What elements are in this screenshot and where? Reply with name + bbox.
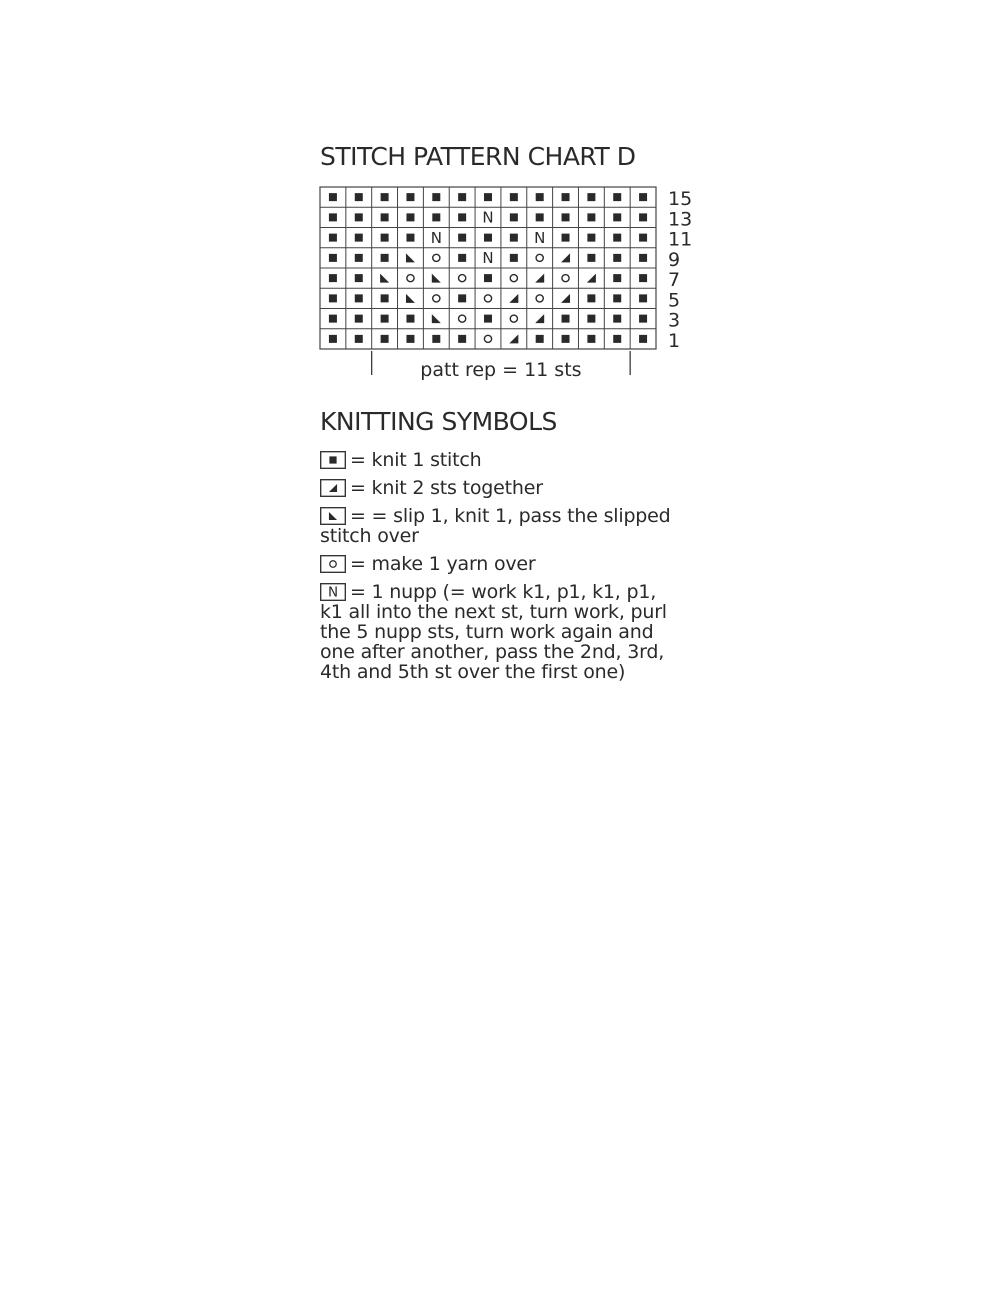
knit-stitch (355, 193, 363, 201)
skp-stitch (432, 274, 441, 283)
knit-stitch (329, 335, 337, 343)
svg-text:N: N (430, 228, 442, 247)
knit-stitch (562, 315, 570, 323)
knit-stitch (329, 213, 337, 221)
knit-stitch (484, 234, 492, 242)
knit-stitch (329, 254, 337, 262)
knit-stitch (639, 274, 647, 282)
yarn-over-stitch (459, 275, 466, 282)
knit-stitch (536, 335, 544, 343)
k2tog-stitch (535, 314, 544, 323)
yarn-over-stitch (407, 275, 414, 282)
yarn-over-stitch (433, 254, 440, 261)
knit-stitch (406, 315, 414, 323)
knit-stitch (613, 274, 621, 282)
row-number-label: 5 (667, 289, 681, 312)
nupp-stitch (431, 229, 442, 247)
knit-stitch (639, 213, 647, 221)
knit-stitch (406, 234, 414, 242)
pattern-repeat-bracket (372, 351, 630, 381)
row-number-label: 1 (667, 329, 681, 352)
nupp-stitch (534, 229, 545, 247)
chart-title: STITCH PATTERN CHART D (320, 142, 636, 171)
knit-stitch (613, 213, 621, 221)
knit-stitch (432, 335, 440, 343)
legend-text-k2tog: = knit 2 sts together (350, 477, 543, 499)
knit-stitch (329, 294, 337, 302)
legend (320, 450, 680, 690)
chart-row-5 (329, 294, 647, 303)
legend-item-skp (320, 506, 680, 546)
legend-text-knit: = knit 1 stitch (350, 449, 482, 471)
legend-item-knit (320, 450, 680, 470)
knit-stitch (639, 294, 647, 302)
knit-stitch (381, 193, 389, 201)
knit-stitch (432, 193, 440, 201)
knit-stitch (587, 213, 595, 221)
chart-row-1 (329, 334, 647, 343)
row-number-label: 15 (667, 188, 693, 211)
yarn-over-stitch (510, 315, 517, 322)
legend-text-yarn-over: = make 1 yarn over (350, 553, 536, 575)
knit-stitch (587, 294, 595, 302)
knit-stitch (613, 294, 621, 302)
knit-stitch (536, 213, 544, 221)
knit-stitch (639, 234, 647, 242)
knit-stitch (381, 213, 389, 221)
knit-stitch (381, 234, 389, 242)
yarn-over-stitch (536, 295, 543, 302)
knit-stitch (562, 234, 570, 242)
nupp-stitch (482, 209, 493, 227)
k2tog-symbol-icon (320, 479, 346, 497)
knit-stitch (381, 294, 389, 302)
knit-stitch (381, 254, 389, 262)
knit-stitch (510, 213, 518, 221)
knit-stitch (355, 335, 363, 343)
knit-stitch (381, 335, 389, 343)
legend-text-nupp: = 1 nupp (= work k1, p1, k1, p1, k1 all into the next st, turn work, purl the 5 nupp sts, turn work again and one after another, pass the 2nd, 3rd, 4th and 5th st over the first one) (320, 581, 667, 683)
knit-stitch (587, 234, 595, 242)
row-number-label: 13 (667, 208, 693, 231)
yarn-over-stitch (484, 335, 491, 342)
svg-text:N: N (534, 228, 546, 247)
knit-stitch (406, 335, 414, 343)
svg-text:N: N (482, 249, 494, 268)
knit-stitch (458, 213, 466, 221)
yarn-over-stitch (484, 295, 491, 302)
knit-stitch (613, 234, 621, 242)
knit-stitch (432, 213, 440, 221)
knit-stitch (355, 213, 363, 221)
knit-stitch (510, 193, 518, 201)
knit-stitch (484, 274, 492, 282)
knit-stitch (639, 315, 647, 323)
skp-stitch (380, 274, 389, 283)
k2tog-stitch (509, 294, 518, 303)
k2tog-stitch (509, 334, 518, 343)
chart-row-11 (329, 229, 647, 247)
knit-stitch (329, 315, 337, 323)
knit-symbol-icon (320, 451, 346, 469)
row-number-label: 11 (667, 228, 693, 251)
yarn-over-stitch (536, 254, 543, 261)
k2tog-stitch (535, 274, 544, 283)
knit-stitch (639, 254, 647, 262)
nupp-symbol-icon (320, 583, 346, 601)
repeat-label: patt rep = 11 sts (420, 359, 582, 381)
knit-stitch (406, 213, 414, 221)
k2tog-stitch (561, 294, 570, 303)
knit-stitch (484, 193, 492, 201)
stitch-chart (0, 0, 1000, 400)
knit-stitch (587, 315, 595, 323)
knit-stitch (562, 193, 570, 201)
svg-text:N: N (482, 208, 494, 227)
knit-stitch (587, 193, 595, 201)
knit-stitch (329, 234, 337, 242)
yarn-over-stitch (562, 275, 569, 282)
knit-stitch (355, 315, 363, 323)
knit-stitch (587, 335, 595, 343)
knit-stitch (458, 254, 466, 262)
knit-stitch (639, 193, 647, 201)
knit-stitch (613, 254, 621, 262)
legend-item-yarn-over (320, 554, 680, 574)
knit-stitch (458, 193, 466, 201)
knit-stitch (510, 234, 518, 242)
knit-stitch (381, 315, 389, 323)
yarn-over-stitch (433, 295, 440, 302)
knit-stitch (613, 315, 621, 323)
chart-row-7 (329, 274, 647, 283)
yarn-over-stitch (459, 315, 466, 322)
knit-stitch (562, 335, 570, 343)
knit-stitch (536, 193, 544, 201)
yarn-over-stitch (510, 275, 517, 282)
skp-stitch (406, 294, 415, 303)
legend-title: KNITTING SYMBOLS (320, 407, 557, 436)
knit-stitch (355, 294, 363, 302)
knit-stitch (458, 294, 466, 302)
legend-text-skp: = = slip 1, knit 1, pass the slipped stitch over (320, 505, 671, 547)
skp-stitch (432, 314, 441, 323)
chart-row-3 (329, 314, 647, 323)
row-number-label: 3 (667, 309, 681, 332)
skp-symbol-icon (320, 507, 346, 525)
knit-stitch (458, 234, 466, 242)
chart-row-9 (329, 249, 647, 267)
row-number-label: 7 (667, 269, 681, 292)
chart-row-15 (329, 193, 647, 201)
svg-text:N: N (328, 584, 338, 601)
yarn-over-symbol-icon (320, 555, 346, 573)
k2tog-stitch (587, 274, 596, 283)
legend-item-nupp (320, 582, 680, 682)
knit-stitch (355, 274, 363, 282)
row-number-label: 9 (667, 248, 681, 271)
knit-stitch (613, 193, 621, 201)
skp-stitch (406, 253, 415, 262)
k2tog-stitch (561, 253, 570, 262)
knit-stitch (355, 254, 363, 262)
nupp-stitch (482, 249, 493, 267)
knit-stitch (639, 335, 647, 343)
legend-item-k2tog (320, 478, 680, 498)
knit-stitch (613, 335, 621, 343)
knit-stitch (458, 335, 466, 343)
knit-stitch (406, 193, 414, 201)
chart-row-13 (329, 209, 647, 227)
knit-stitch (329, 193, 337, 201)
knit-stitch (329, 274, 337, 282)
knit-stitch (587, 254, 595, 262)
knit-stitch (484, 315, 492, 323)
knit-stitch (355, 234, 363, 242)
knit-stitch (562, 213, 570, 221)
knit-stitch (510, 254, 518, 262)
